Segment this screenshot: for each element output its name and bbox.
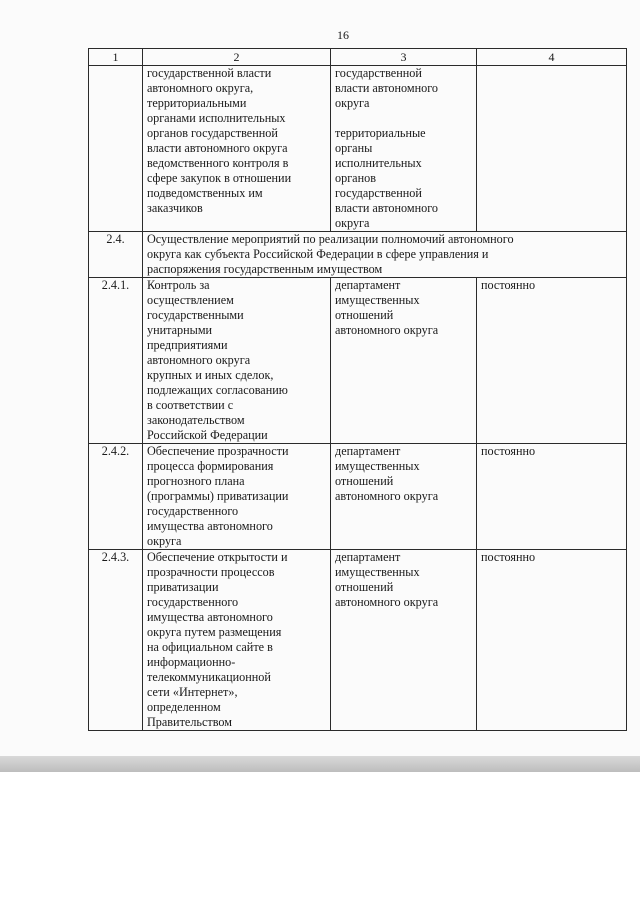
cell-executor <box>331 278 477 444</box>
cell-description <box>143 550 331 731</box>
cell-executor <box>331 444 477 550</box>
text-line: государственной <box>335 66 422 80</box>
header-col-2: 2 <box>143 49 331 66</box>
cell-description <box>143 278 331 444</box>
text-line: органов <box>335 171 376 185</box>
section-title <box>143 232 627 278</box>
text-line: территориальными <box>147 96 247 110</box>
text-line: округа <box>335 216 370 230</box>
text-line: государственного <box>147 595 239 609</box>
text-line: унитарными <box>147 323 213 337</box>
text-line: органами исполнительных <box>147 111 286 125</box>
text-line: крупных и иных сделок, <box>147 368 274 382</box>
text-line: информационно- <box>147 655 236 669</box>
table-row-continuation <box>89 66 627 232</box>
text-line: имущественных <box>335 459 420 473</box>
cell-description <box>143 444 331 550</box>
text-line: приватизации <box>147 580 219 594</box>
text-line: округа <box>335 96 370 110</box>
text-line: отношений <box>335 308 394 322</box>
text-line: государственного <box>147 504 239 518</box>
section-row <box>89 232 627 278</box>
text-line: распоряжения государственным имуществом <box>147 262 383 276</box>
text-line: на официальном сайте в <box>147 640 273 654</box>
text-line: исполнительных <box>335 156 422 170</box>
text-line: законодательством <box>147 413 245 427</box>
text-line: Правительством <box>147 715 232 729</box>
table-row <box>89 444 627 550</box>
text-line: органов государственной <box>147 126 278 140</box>
text-line: имущества автономного <box>147 610 273 624</box>
cell-term: постоянно <box>477 550 627 731</box>
text-line: отношений <box>335 474 394 488</box>
text-line: прозрачности процессов <box>147 565 275 579</box>
text-line: автономного округа <box>335 489 439 503</box>
text-line: государственной власти <box>147 66 272 80</box>
cell-term <box>477 66 627 232</box>
text-line: Контроль за <box>147 278 210 292</box>
row-number: 2.4.3. <box>89 550 143 731</box>
text-line: (программы) приватизации <box>147 489 289 503</box>
text-line: территориальные <box>335 126 426 140</box>
text-line: имущественных <box>335 293 420 307</box>
text-line: имущества автономного <box>147 519 273 533</box>
text-line: департамент <box>335 278 401 292</box>
header-col-1: 1 <box>89 49 143 66</box>
section-number: 2.4. <box>89 232 143 278</box>
row-number: 2.4.2. <box>89 444 143 550</box>
paragraph-gap <box>335 111 472 126</box>
text-line: подлежащих согласованию <box>147 383 288 397</box>
header-row <box>89 49 627 66</box>
text-line: в соответствии с <box>147 398 234 412</box>
text-line: государственными <box>147 308 244 322</box>
text-line: Обеспечение открытости и <box>147 550 288 564</box>
text-line: автономного округа <box>147 353 251 367</box>
text-line: Российской Федерации <box>147 428 268 442</box>
plan-table <box>88 48 627 731</box>
text-line: государственной <box>335 186 422 200</box>
row-number: 2.4.1. <box>89 278 143 444</box>
text-line: процесса формирования <box>147 459 274 473</box>
text-line: прогнозного плана <box>147 474 245 488</box>
text-line: департамент <box>335 550 401 564</box>
cell-number <box>89 66 143 232</box>
scan-bottom-edge <box>0 756 640 772</box>
cell-term: постоянно <box>477 278 627 444</box>
text-line: заказчиков <box>147 201 203 215</box>
page-number: 16 <box>337 28 349 42</box>
text-line: отношений <box>335 580 394 594</box>
text-line: подведомственных им <box>147 186 263 200</box>
table-row <box>89 550 627 731</box>
text-line: предприятиями <box>147 338 228 352</box>
text-line: определенном <box>147 700 221 714</box>
text-line: округа <box>147 534 182 548</box>
table-row <box>89 278 627 444</box>
text-line: Осуществление мероприятий по реализации полномочий автономного <box>147 232 514 246</box>
header-col-4: 4 <box>477 49 627 66</box>
cell-description <box>143 66 331 232</box>
text-line: округа путем размещения <box>147 625 282 639</box>
text-line: автономного округа, <box>147 81 254 95</box>
text-line: округа как субъекта Российской Федерации в сфере управления и <box>147 247 489 261</box>
text-line: осуществлением <box>147 293 234 307</box>
text-line: власти автономного <box>335 201 439 215</box>
text-line: власти автономного округа <box>147 141 288 155</box>
text-line: власти автономного <box>335 81 439 95</box>
cell-executor <box>331 66 477 232</box>
text-line: телекоммуникационной <box>147 670 271 684</box>
cell-term: постоянно <box>477 444 627 550</box>
text-line: имущественных <box>335 565 420 579</box>
text-line: сфере закупок в отношении <box>147 171 292 185</box>
text-line: автономного округа <box>335 323 439 337</box>
text-line: Обеспечение прозрачности <box>147 444 289 458</box>
header-col-3: 3 <box>331 49 477 66</box>
text-line: органы <box>335 141 373 155</box>
text-line: автономного округа <box>335 595 439 609</box>
text-line: департамент <box>335 444 401 458</box>
cell-executor <box>331 550 477 731</box>
text-line: ведомственного контроля в <box>147 156 289 170</box>
text-line: сети «Интернет», <box>147 685 238 699</box>
